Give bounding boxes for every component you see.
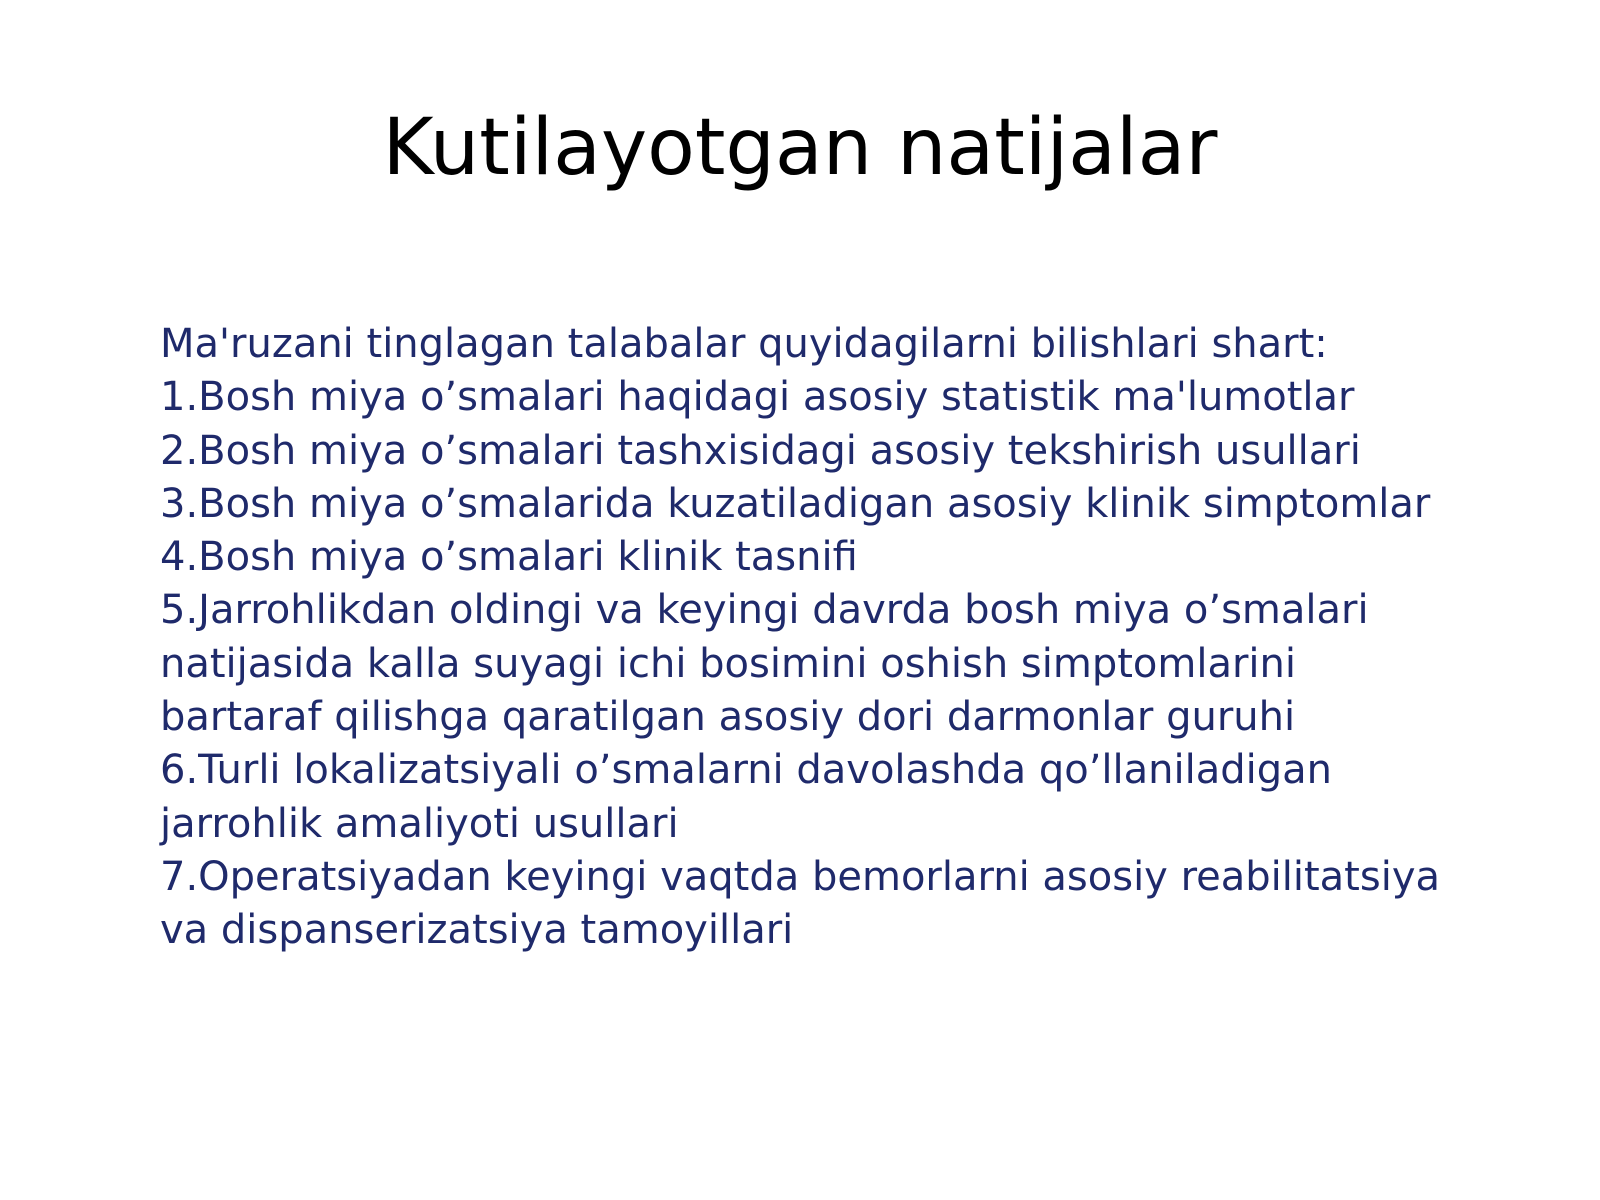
list-item-3: 3.Bosh miya o’smalarida kuzatiladigan asosiy klinik simptomlar — [160, 480, 1431, 527]
list-item-7: 7.Operatsiyadan keyingi vaqtda bemorlarni asosiy reabilitatsiya va dispanserizatsiya tamoyillari — [160, 853, 1440, 954]
list-item-6: 6.Turli lokalizatsiyali o’smalarni davolashda qo’llaniladigan jarrohlik amaliyoti usullari — [160, 747, 1333, 847]
list-item-5: 5.Jarrohlikdan oldingi va keyingi davrda bosh miya o’smalari natijasida kalla suyagi ichi bosimini oshish simptomlarini bartaraf qilishga qaratilgan asosiy dori darmonlar guruhi — [160, 587, 1369, 741]
list-item-4: 4.Bosh miya o’smalari klinik tasnifi — [160, 534, 858, 581]
intro-text: Ma'ruzani tinglagan talabalar quyidagilarni bilishlari shart: — [160, 321, 1328, 367]
slide-body — [160, 318, 1460, 958]
list-item-1: 1.Bosh miya o’smalari haqidagi asosiy statistik ma'lumotlar — [160, 374, 1355, 421]
slide-title: Kutilayotgan natijalar — [382, 103, 1218, 193]
list-item-2: 2.Bosh miya o’smalari tashxisidagi asosiy tekshirish usullari — [160, 427, 1361, 474]
